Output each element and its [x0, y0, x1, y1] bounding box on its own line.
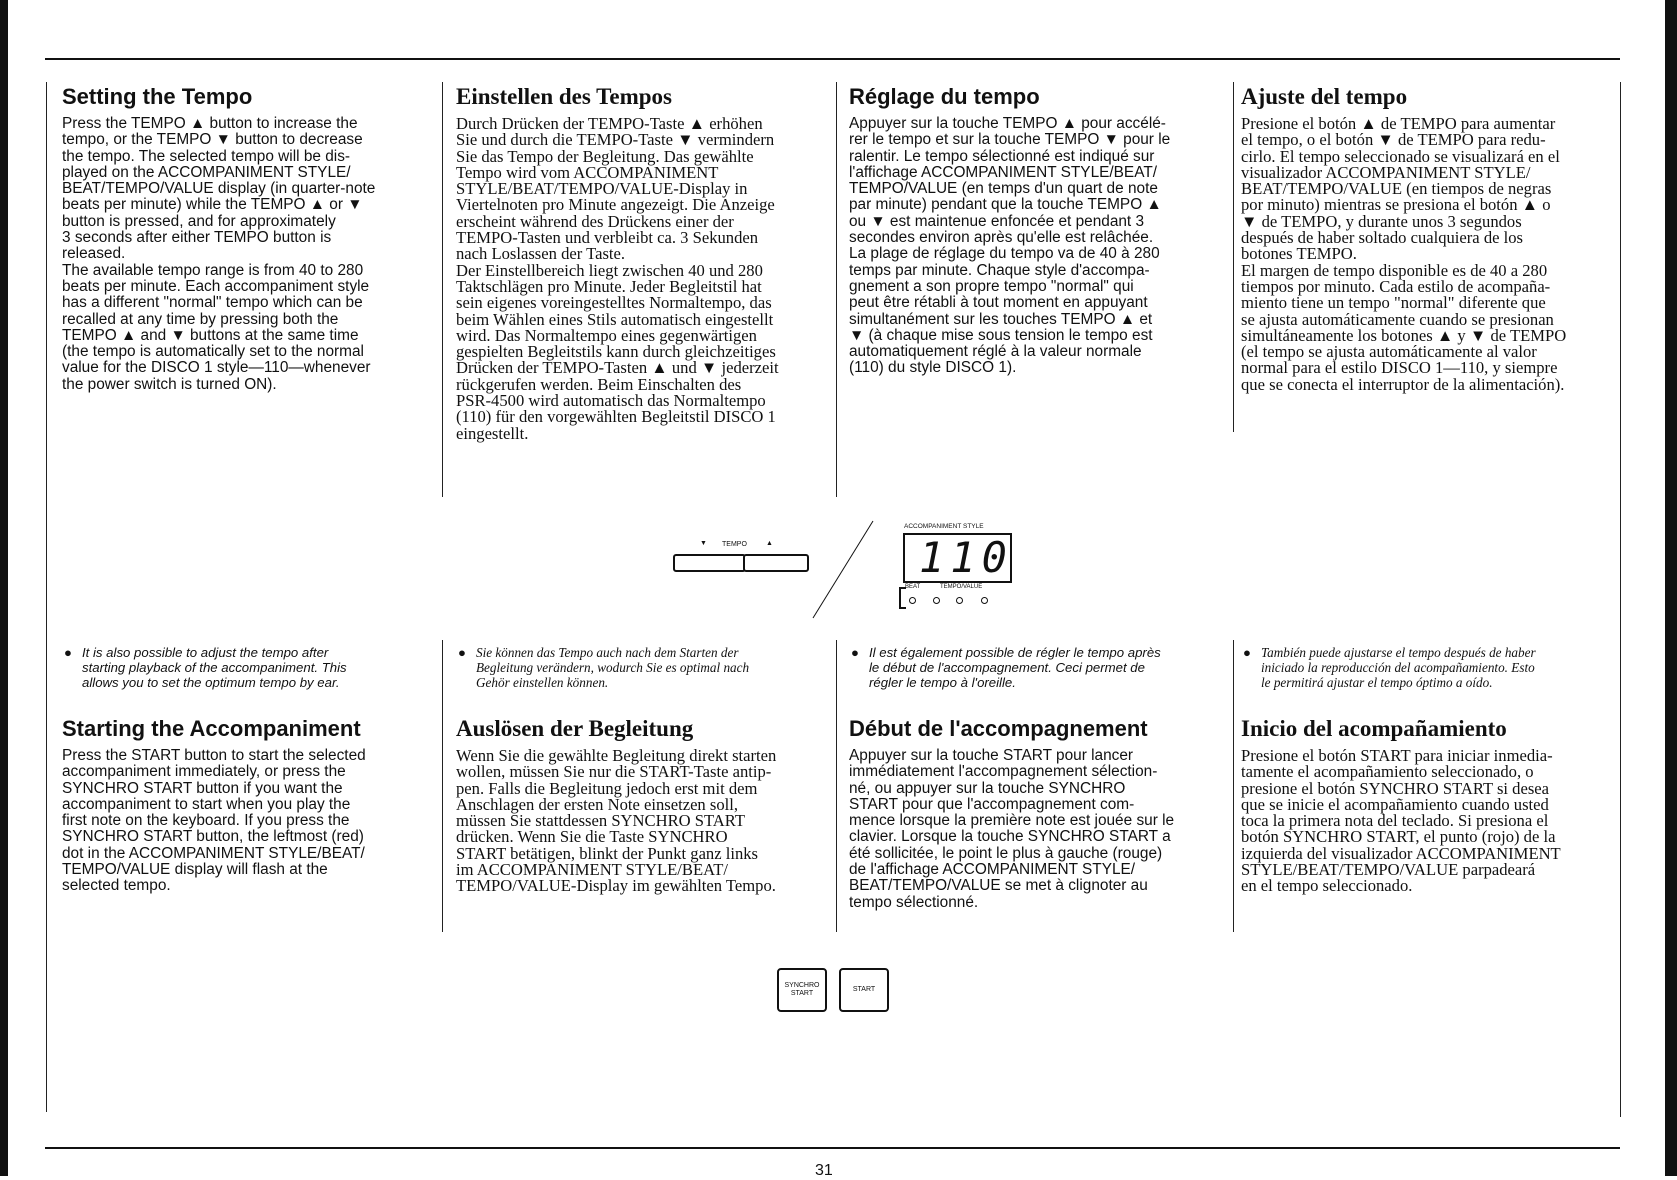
- column-divider: [836, 640, 837, 932]
- accompaniment-display: [903, 533, 1012, 583]
- right-page-edge: [1665, 0, 1677, 1176]
- heading-inicio-acompanamiento: Inicio del acompañamiento: [1241, 716, 1507, 741]
- display-title: ACCOMPANIMENT STYLE: [904, 523, 984, 530]
- column-english: [62, 84, 427, 393]
- body-starting-accompaniment: Press the START button to start the selected accompaniment immediately, or press the SYNCHRO START button if you want the accompaniment to start when you play the first note on the keyboard. If you press the SYNCHRO START button, the leftmost (red) dot in the ACCOMPANIMENT STYLE/BEAT/ TEMPO/VALUE display will flash at the selected tempo.: [62, 747, 366, 895]
- note-text: También puede ajustarse el tempo después de haber iniciado la reproducción del acompañamiento. Esto le permitirá ajustar el tempo óptimo a oído.: [1261, 645, 1536, 690]
- bottom-rule: [45, 1147, 1620, 1149]
- body-reglage-tempo: Appuyer sur la touche TEMPO ▲ pour accélé- rer le tempo et sur la touche TEMPO ▼ pour le ralentir. Le tempo sélectionné est indiqué sur l'affichage ACCOMPANIMENT STYLE/BEAT/ TEMPO/VALUE (en temps d'un quart de note par minute) pendant que la touche TEMPO ▲ ou ▼ est maintenue enfoncée et pendant 3 secondes environ après qu'elle est relâchée. La plage de réglage du tempo va de 40 à 280 temps par minute. Chaque style d'accompa- gnement a son propre tempo "normal" qui peut être rétabli à tout moment en appuyant simultanément sur les touches TEMPO ▲ et ▼ (à chaque mise sous tension le tempo est automatiquement réglé à la valeur normale (110) du style DISCO 1).: [849, 115, 1171, 377]
- body-setting-tempo: Press the TEMPO ▲ button to increase the tempo, or the TEMPO ▼ button to decrease the tempo. The selected tempo will be dis- played on the ACCOMPANIMENT STYLE/ BEAT/TEMPO/VALUE display (in quarter-note beats per minute) while the TEMPO ▲ or ▼ button is pressed, and for approximately 3 seconds after either TEMPO button is released. The available tempo range is from 40 to 280 beats per minute. Each accompaniment style has a different "normal" tempo which can be recalled at any time by pressing both the TEMPO ▲ and ▼ buttons at the same time (the tempo is automatically set to the normal value for the DISCO 1 style—110—whenever the power switch is turned ON).: [62, 115, 376, 393]
- beat-label: BEAT: [905, 584, 921, 590]
- tempo-up-arrow-icon: ▲: [766, 540, 773, 547]
- tempo-label: TEMPO: [722, 541, 747, 548]
- heading-setting-tempo: Setting the Tempo: [62, 84, 253, 109]
- heading-starting-accompaniment: Starting the Accompaniment: [62, 716, 361, 741]
- heading-ausloesen-begleitung: Auslösen der Begleitung: [456, 716, 694, 741]
- bullet-icon: ●: [1243, 645, 1251, 660]
- beat-led: [956, 597, 963, 604]
- body-ausloesen-begleitung: Wenn Sie die gewählte Begleitung direkt starten wollen, müssen Sie nur die START-Taste antip- pen. Falls die Begleitung jedoch erst mit dem Anschlagen der ersten Note einsetzen soll, müssen Sie stattdessen SYNCHRO START drücken. Wenn Sie die Taste SYNCHRO START betätigen, blinkt der Punkt ganz links im ACCOMPANIMENT STYLE/BEAT/ TEMPO/VALUE-Display im gewählten Tempo.: [456, 746, 777, 896]
- heading-debut-accompagnement: Début de l'accompagnement: [849, 716, 1148, 741]
- heading-ajuste-tempo: Ajuste del tempo: [1241, 84, 1408, 109]
- heading-reglage-tempo: Réglage du tempo: [849, 84, 1040, 109]
- tempo-value-label: TEMPO/VALUE: [940, 584, 983, 590]
- body-ajuste-tempo: Presione el botón ▲ de TEMPO para aumentar el tempo, o el botón ▼ de TEMPO para redu- cirlo. El tempo seleccionado se visualizará en el visualizador ACCOMPANIMENT STYLE/ BEAT/TEMPO/VALUE (en tiempos de negras por minuto) mientras se presiona el botón ▲ o ▼ de TEMPO, y durante unos 3 segundos después de haber soltado cualquiera de los botones TEMPO. El margen de tempo disponible es de 40 a 280 tiempos por minuto. Cada estilo de acompaña- miento tiene un tempo "normal" diferente que se ajusta automáticamente cuando se presionan simultáneamente los botones ▲ y ▼ de TEMPO (el tempo se ajusta automáticamente al valor normal para el estilo DISCO 1—110, y siempre que se conecta el interruptor de la alimentación).: [1241, 114, 1567, 394]
- column-german: [456, 84, 821, 442]
- column-divider: [442, 640, 443, 932]
- column-french-2: [849, 716, 1214, 911]
- start-button[interactable]: START: [839, 968, 889, 1012]
- column-divider: [1620, 82, 1621, 1117]
- page-number: 31: [815, 1162, 833, 1179]
- top-rule: [45, 58, 1620, 60]
- column-divider: [46, 82, 47, 1112]
- note-text: Sie können das Tempo auch nach dem Starten der Begleitung verändern, wodurch Sie es optimal nach Gehör einstellen können.: [476, 645, 750, 690]
- column-english-2: [62, 716, 427, 895]
- pointer-line: [810, 518, 876, 622]
- column-divider: [1233, 82, 1234, 432]
- display-bracket: [899, 587, 906, 609]
- bullet-icon: ●: [64, 645, 72, 660]
- column-spanish-2: [1241, 716, 1606, 895]
- body-debut-accompagnement: Appuyer sur la touche START pour lancer immédiatement l'accompagnement sélection- né, ou appuyer sur la touche SYNCHRO START pour que l'accompagnement com- mence lorsque la première note est jouée sur le clavier. Lorsque la touche SYNCHRO START a été sollicitée, le point le plus à gauche (rouge) de l'affichage ACCOMPANIMENT STYLE/ BEAT/TEMPO/VALUE se met à clignoter au tempo sélectionné.: [849, 747, 1175, 911]
- tempo-down-button[interactable]: [673, 554, 746, 572]
- beat-led: [909, 597, 916, 604]
- bullet-icon: ●: [458, 645, 466, 660]
- synchro-start-button[interactable]: SYNCHRO START: [777, 968, 827, 1012]
- note-german: [456, 645, 821, 690]
- note-english: [62, 645, 427, 690]
- column-divider: [1233, 640, 1234, 932]
- beat-led: [981, 597, 988, 604]
- display-value: 110: [919, 533, 1013, 582]
- tempo-up-button[interactable]: [743, 554, 809, 572]
- bullet-icon: ●: [851, 645, 859, 660]
- column-spanish: [1241, 84, 1606, 393]
- beat-led: [933, 597, 940, 604]
- note-spanish: [1241, 645, 1606, 690]
- column-german-2: [456, 716, 821, 895]
- tempo-down-arrow-icon: ▼: [700, 540, 707, 547]
- note-text: Il est également possible de régler le tempo après le début de l'accompagnement. Ceci permet de régler le tempo à l'oreille.: [869, 645, 1161, 690]
- note-text: It is also possible to adjust the tempo after starting playback of the accompaniment. This allows you to set the optimum tempo by ear.: [82, 645, 347, 690]
- column-divider: [442, 82, 443, 497]
- heading-einstellen-tempos: Einstellen des Tempos: [456, 84, 672, 109]
- note-french: [849, 645, 1214, 690]
- left-page-edge: [0, 0, 8, 1176]
- body-inicio-acompanamiento: Presione el botón START para iniciar inmedia- tamente el acompañamiento seleccionado, o presione el botón SYNCHRO START si desea que se inicie el acompañamiento cuando usted toca la primera nota del teclado. Si presiona el botón SYNCHRO START, el punto (rojo) de la izquierda del visualizador ACCOMPANIMENT STYLE/BEAT/TEMPO/VALUE parpadeará en el tempo seleccionado.: [1241, 746, 1561, 896]
- column-french: [849, 84, 1214, 377]
- column-divider: [836, 82, 837, 497]
- body-einstellen-tempos: Durch Drücken der TEMPO-Taste ▲ erhöhen Sie und durch die TEMPO-Taste ▼ vermindern Sie das Tempo der Begleitung. Das gewählte Tempo wird vom ACCOMPANIMENT STYLE/BEAT/TEMPO/VALUE-Display in Viertelnoten pro Minute angezeigt. Die Anzeige erscheint während des Drückens einer der TEMPO-Tasten und verbleibt ca. 3 Sekunden nach Loslassen der Taste. Der Einstellbereich liegt zwischen 40 und 280 Taktschlägen pro Minute. Jeder Begleitstil hat sein eigenes voreingestelltes Normaltempo, das beim Wählen eines Stils automatisch eingestellt wird. Das Normaltempo eines gegenwärtigen gespielten Begleitstils kann durch gleichzeitiges Drücken der TEMPO-Tasten ▲ und ▼ jederzeit rückgerufen werden. Beim Einschalten des PSR-4500 wird automatisch das Normaltempo (110) für den vorgewählten Begleitstil DISCO 1 eingestellt.: [456, 114, 779, 443]
